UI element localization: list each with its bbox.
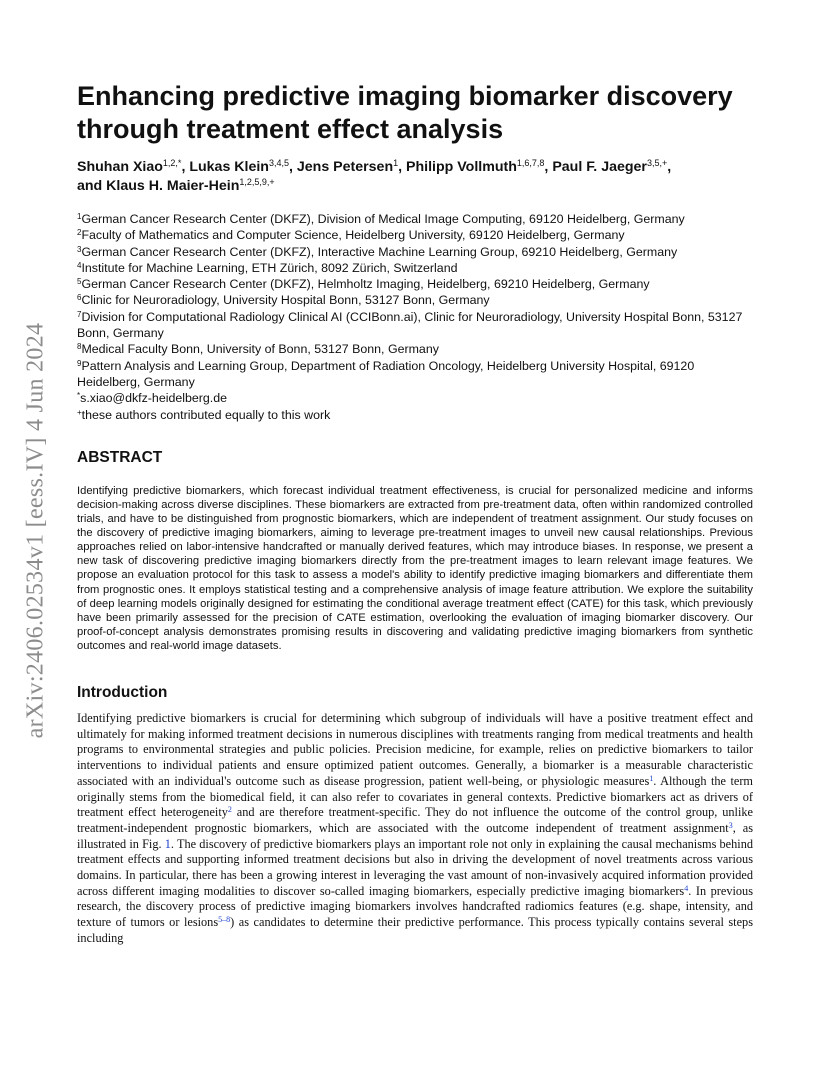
affiliation-mark: 5 <box>77 277 82 287</box>
affiliation-text: these authors contributed equally to this work <box>81 407 331 422</box>
affiliation-text: German Cancer Research Center (DKFZ), Division of Medical Image Computing, 69120 Heidelberg, Germany <box>81 212 685 226</box>
author-separator: , <box>289 159 297 175</box>
author-separator: , <box>181 159 190 175</box>
affiliation-text: Division for Computational Radiology Clinical AI (CCIBonn.ai), Clinic for Neuroradiology, University Hospital Bonn, 53127 Bonn, Germany <box>77 309 743 341</box>
author-name: Philipp Vollmuth <box>406 159 517 175</box>
affiliation-text: German Cancer Research Center (DKFZ), Helmholtz Imaging, Heidelberg, 69210 Heidelberg, Germany <box>81 277 650 292</box>
affiliation-mark: + <box>77 407 82 417</box>
affiliation-item <box>77 244 753 260</box>
introduction-text-segment: . The discovery of predictive biomarkers plays an important role not only in explaining the causal mechanisms behind treatment effects and supporting informed treatment decisions but also in driving the development of novel treatments across various domains. In particular, there has been a growing interest in leveraging the vast amount of non-invasively acquired information provided across different imaging modalities to discover so-called imaging biomarkers, especially predictive imaging biomarkers <box>77 836 753 898</box>
affiliation-mark: 2 <box>77 228 82 238</box>
paper-page <box>77 80 753 947</box>
affiliation-item <box>77 211 753 227</box>
author-separator: , <box>667 159 672 175</box>
introduction-text-segment: ) as candidates to determine their predictive performance. This process typically contains several steps including <box>77 915 753 945</box>
affiliation-list <box>77 211 753 423</box>
affiliation-mark: 3 <box>77 244 82 254</box>
introduction-text-segment: Identifying predictive biomarkers is crucial for determining which subgroup of individuals will have a positive treatment effect and ultimately for making informed treatment decisions in numerous disciplines with treatments ranging from medical treatments and health programs to environmental strategies and public policies. Precision medicine, for example, relies on predictive biomarkers to tailor interventions to individual patients and ensure optimized patient outcomes. Generally, a biomarker is a measurable characteristic associated with an individual's outcome such as disease progression, patient well-being, or physiologic measures <box>77 710 753 788</box>
citation-link[interactable]: 4 <box>684 883 689 893</box>
figure-reference-link[interactable]: 1 <box>164 836 171 851</box>
introduction-text-segment: , as illustrated in Fig. <box>77 820 753 851</box>
author-name: Jens Petersen <box>296 159 394 175</box>
introduction-text-segment: and are therefore treatment-specific. They do not influence the outcome of the control group, unlike treatment-independent prognostic biomarkers, which are associated with the outcome independent of treatment assignment <box>77 805 753 835</box>
citation-link[interactable]: 1 <box>649 773 654 783</box>
affiliation-text: s.xiao@dkfz-heidelberg.de <box>80 391 228 406</box>
author-affiliation-marks: 3,5,+ <box>646 158 668 168</box>
affiliation-text: Pattern Analysis and Learning Group, Department of Radiation Oncology, Heidelberg University Hospital, 69120 Heidelberg, Germany <box>77 358 695 389</box>
affiliation-item <box>77 309 753 342</box>
affiliation-mark: * <box>77 391 81 401</box>
introduction-text-segment: . Although the term originally stems from the biomedical field, it can also refer to covariates in general contexts. Predictive biomarkers act as drivers of treatment effect heterogeneity <box>77 773 753 820</box>
author-list <box>77 158 753 196</box>
affiliation-item <box>77 358 753 391</box>
introduction-text-segment: . In previous research, the discovery process of predictive imaging biomarkers involves handcrafted radiomics features (e.g. shape, intensity, and texture of tumors or lesions <box>77 883 753 930</box>
affiliation-item <box>77 276 753 292</box>
abstract-paragraph: Identifying predictive biomarkers, which forecast individual treatment effectiveness, is crucial for personalized medicine and informs decision-making across diverse disciplines. These biomarkers are extracted from pre-treatment data, often within randomized controlled trials, and have to be distinguished from prognostic biomarkers, which are independent of treatment assignment. Our study focuses on the discovery of predictive imaging biomarkers, aiming to leverage pre-treatment images to unveil new causal relationships. Previous approaches relied on labor-intensive handcrafted or manually derived features, which may introduce biases. In response, we present a new task of discovering predictive imaging biomarkers directly from the pre-treatment images to learn relevant image features. We propose an evaluation protocol for this task to assess a model's ability to identify predictive imaging biomarkers and differentiate them from prognostic ones. It employs statistical testing and a comprehensive analysis of image feature attribution. We explore the suitability of deep learning models originally designed for estimating the conditional average treatment effect (CATE) for this task, which previously have been primarily assessed for the precision of CATE estimation, overlooking the evaluation of imaging biomarker discovery. Our proof-of-concept analysis demonstrates promising results in discovering and validating predictive imaging biomarkers from synthetic outcomes and real-world image datasets. <box>77 484 753 652</box>
author-separator: , <box>544 159 553 175</box>
affiliation-mark: 9 <box>77 358 82 368</box>
affiliation-item <box>77 390 753 406</box>
affiliation-mark: 8 <box>77 342 82 352</box>
arxiv-identifier-text: arXiv:2406.02534v1 [eess.IV] 4 Jun 2024 <box>22 322 49 738</box>
affiliation-item <box>77 292 753 308</box>
author-affiliation-marks: 1,2,* <box>162 158 182 168</box>
affiliation-mark: 7 <box>77 309 82 319</box>
affiliation-mark: 1 <box>77 212 82 221</box>
citation-link[interactable]: 3 <box>728 820 733 830</box>
affiliation-item <box>77 260 753 276</box>
affiliation-text: Clinic for Neuroradiology, University Hospital Bonn, 53127 Bonn, Germany <box>81 293 490 308</box>
affiliation-item <box>77 407 753 423</box>
affiliation-item <box>77 341 753 357</box>
author-separator: , <box>398 159 407 175</box>
affiliation-text: German Cancer Research Center (DKFZ), Interactive Machine Learning Group, 69210 Heidelberg, Germany <box>81 244 678 259</box>
arxiv-identifier-stamp <box>12 292 60 768</box>
citation-link[interactable]: 5–8 <box>218 915 231 925</box>
author-affiliation-marks: 1,2,5,9,+ <box>239 177 275 187</box>
abstract-heading: ABSTRACT <box>77 448 163 466</box>
author-name: and Klaus H. Maier-Hein <box>77 178 240 194</box>
author-name: Paul F. Jaeger <box>552 159 647 175</box>
author-affiliation-marks: 1 <box>393 158 399 168</box>
author-name: Lukas Klein <box>189 159 269 175</box>
affiliation-mark: 4 <box>77 260 82 270</box>
affiliation-text: Faculty of Mathematics and Computer Science, Heidelberg University, 69120 Heidelberg, Germany <box>81 228 625 243</box>
affiliation-text: Institute for Machine Learning, ETH Zürich, 8092 Zürich, Switzerland <box>81 260 458 275</box>
introduction-heading: Introduction <box>77 683 168 701</box>
affiliation-mark: 6 <box>77 293 82 303</box>
author-affiliation-marks: 3,4,5 <box>268 158 289 168</box>
author-name: Shuhan Xiao <box>77 159 163 175</box>
citation-link[interactable]: 2 <box>227 805 232 815</box>
introduction-paragraph <box>77 711 753 947</box>
affiliation-text: Medical Faculty Bonn, University of Bonn, 53127 Bonn, Germany <box>81 342 439 357</box>
affiliation-item <box>77 227 753 243</box>
author-affiliation-marks: 1,6,7,8 <box>516 158 545 168</box>
paper-title: Enhancing predictive imaging biomarker discovery through treatment effect analysis <box>77 81 733 144</box>
